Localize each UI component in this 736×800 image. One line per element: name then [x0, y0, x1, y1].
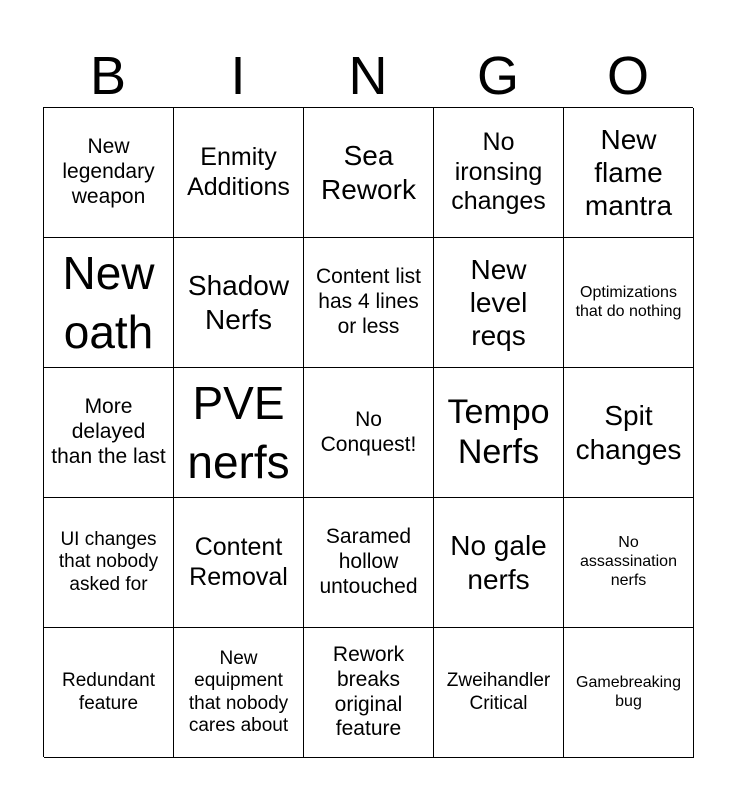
header-letter-i: I: [230, 46, 246, 106]
cell-text: Tempo Nerfs: [447, 393, 550, 471]
bingo-cell-r4-c2[interactable]: [174, 498, 304, 628]
bingo-cell-r1-c1[interactable]: [44, 108, 174, 238]
cell-text: Sea Rework: [321, 140, 416, 205]
cell-text: More delayed than the last: [51, 395, 166, 468]
cell-text: No ironsing changes: [451, 128, 546, 216]
bingo-cell-r5-c4[interactable]: [434, 628, 564, 758]
cell-text: Optimizations that do nothing: [575, 283, 682, 320]
cell-text: Rework breaks original feature: [332, 642, 405, 741]
bingo-cell-r3-c5[interactable]: [564, 368, 694, 498]
cell-text: UI changes that nobody asked for: [58, 528, 159, 595]
bingo-cell-r2-c5[interactable]: [564, 238, 694, 368]
bingo-cell-r5-c5[interactable]: [564, 628, 694, 758]
bingo-board: [43, 107, 693, 757]
bingo-cell-r4-c3[interactable]: [304, 498, 434, 628]
bingo-cell-r1-c4[interactable]: [434, 108, 564, 238]
cell-text: Zweihandler Critical: [446, 670, 551, 714]
bingo-cell-r1-c3[interactable]: [304, 108, 434, 238]
cell-text: Gamebreaking bug: [576, 673, 681, 710]
bingo-header: [43, 44, 693, 108]
cell-text: Shadow Nerfs: [187, 270, 290, 335]
cell-text: New equipment that nobody cares about: [188, 647, 289, 736]
header-letter-b: B: [89, 46, 127, 106]
cell-text: Content Removal: [189, 533, 288, 591]
bingo-cell-r2-c4[interactable]: [434, 238, 564, 368]
bingo-cell-r3-c3[interactable]: [304, 368, 434, 498]
bingo-cell-r2-c2[interactable]: [174, 238, 304, 368]
cell-text: New oath: [62, 246, 155, 358]
bingo-cell-r2-c1[interactable]: [44, 238, 174, 368]
bingo-cell-r5-c1[interactable]: [44, 628, 174, 758]
bingo-cell-r2-c3[interactable]: [304, 238, 434, 368]
cell-text: Spit changes: [575, 400, 682, 465]
cell-text: No gale nerfs: [450, 530, 547, 595]
cell-text: New flame mantra: [584, 123, 673, 222]
cell-text: Redundant feature: [62, 670, 155, 714]
cell-text: No Conquest!: [320, 407, 417, 456]
cell-text: New level reqs: [469, 253, 528, 352]
bingo-cell-r3-c4[interactable]: [434, 368, 564, 498]
cell-text: Saramed hollow untouched: [319, 525, 418, 598]
bingo-cell-r3-c1[interactable]: [44, 368, 174, 498]
cell-text: New legendary weapon: [62, 135, 155, 208]
cell-text: Enmity Additions: [187, 143, 290, 201]
bingo-cell-r5-c2[interactable]: [174, 628, 304, 758]
bingo-cell-r4-c5[interactable]: [564, 498, 694, 628]
bingo-cell-r1-c5[interactable]: [564, 108, 694, 238]
header-letter-n: N: [348, 46, 388, 106]
bingo-cell-r4-c1[interactable]: [44, 498, 174, 628]
bingo-cell-r1-c2[interactable]: [174, 108, 304, 238]
bingo-cell-r5-c3[interactable]: [304, 628, 434, 758]
cell-text: Content list has 4 lines or less: [315, 265, 422, 338]
cell-text: No assassination nerfs: [580, 534, 677, 589]
cell-text: PVE nerfs: [187, 376, 290, 488]
header-letter-g: G: [476, 46, 519, 106]
bingo-cell-r3-c2[interactable]: [174, 368, 304, 498]
bingo-cell-r4-c4[interactable]: [434, 498, 564, 628]
header-letter-o: O: [606, 46, 649, 106]
